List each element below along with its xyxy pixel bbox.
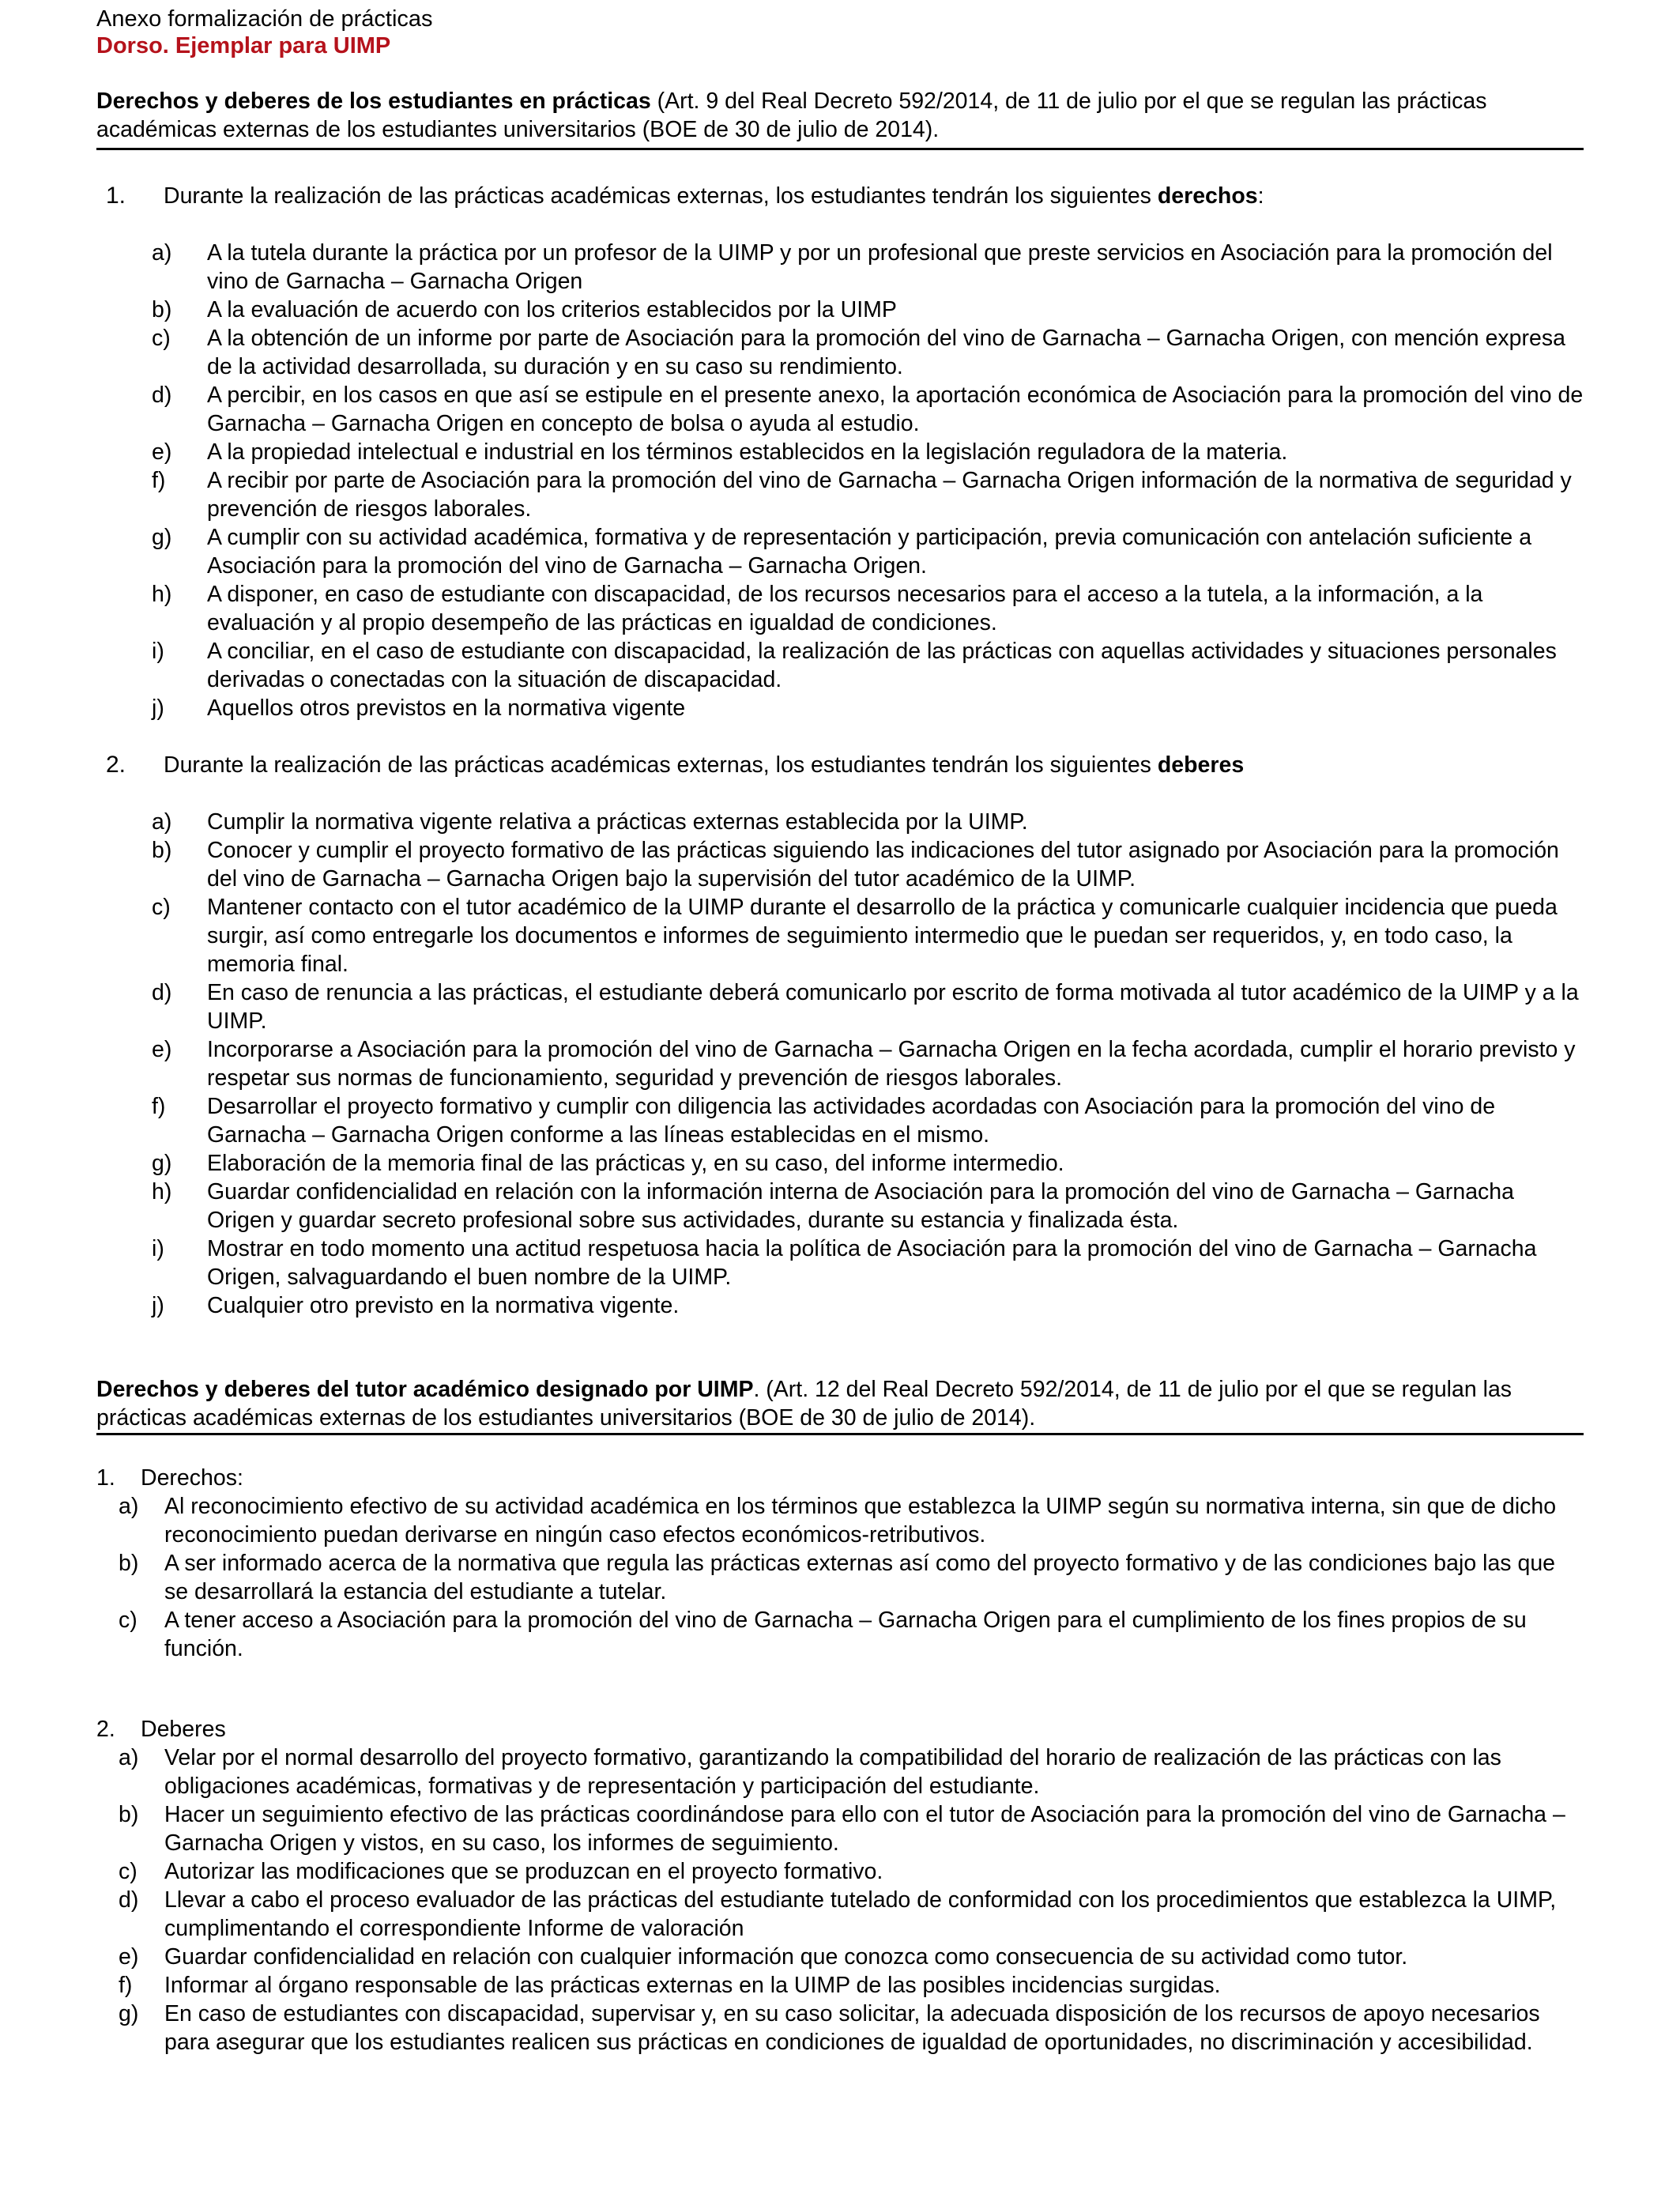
list-item bbox=[152, 1291, 1584, 1320]
list-item bbox=[152, 523, 1584, 580]
list-item bbox=[152, 893, 1584, 978]
item-letter: f) bbox=[119, 1973, 133, 1998]
item-letter: b) bbox=[152, 838, 172, 863]
item-text: A percibir, en los casos en que así se estipule en el presente anexo, la aportación económica de Asociación para la promoción del vino de Garnacha – Garnacha Origen en concepto de bolsa o ayuda al estudio. bbox=[207, 383, 1584, 436]
item-letter: i) bbox=[152, 639, 164, 664]
item-letter: g) bbox=[119, 2001, 139, 2026]
list-item bbox=[152, 1235, 1584, 1291]
item-text: Cumplir la normativa vigente relativa a prácticas externas establecida por la UIMP. bbox=[207, 809, 1028, 835]
item-text: A disponer, en caso de estudiante con discapacidad, de los recursos necesarios para el acceso a la tutela, a la información, a la evaluación y al propio desempeño de las prácticas en igualdad de condiciones. bbox=[207, 582, 1483, 635]
item-letter: c) bbox=[119, 1859, 137, 1884]
item-letter: c) bbox=[119, 1608, 137, 1633]
list-item bbox=[119, 1886, 1584, 1943]
list-number: 2. bbox=[106, 752, 126, 778]
item-text: Guardar confidencialidad en relación con la información interna de Asociación para la promoción del vino de Garnacha – Garnacha Origen y guardar secreto profesional sobre sus actividades, durante su estancia y finalizada ésta. bbox=[207, 1179, 1515, 1233]
annex-title: Anexo formalización de prácticas bbox=[96, 6, 433, 32]
list-item bbox=[152, 296, 1584, 324]
item-letter: a) bbox=[152, 240, 172, 266]
copy-label: Dorso. Ejemplar para UIMP bbox=[96, 33, 391, 58]
heading-end: : bbox=[1257, 183, 1264, 209]
item-letter: e) bbox=[152, 1037, 172, 1062]
list-item bbox=[152, 1035, 1584, 1092]
item-text: Hacer un seguimiento efectivo de las prácticas coordinándose para ello con el tutor de Asociación para la promoción del vino de Garnacha – Garnacha Origen y vistos, en su caso, los informes de seguimiento. bbox=[164, 1802, 1565, 1856]
item-text: A la tutela durante la práctica por un profesor de la UIMP y por un profesional que preste servicios en Asociación para la promoción del vino de Garnacha – Garnacha Origen bbox=[207, 240, 1553, 294]
heading-keyword: deberes bbox=[1157, 752, 1245, 778]
tutor-title-reference: . (Art. 12 del Real Decreto 592/2014, de 11 de julio por el que se regulan las prácticas académicas externas de los estudiantes universitarios (BOE de 30 de julio de 2014). bbox=[96, 1377, 1512, 1431]
item-text: En caso de renuncia a las prácticas, el estudiante deberá comunicarlo por escrito de forma motivada al tutor académico de la UIMP y a la UIMP. bbox=[207, 980, 1579, 1034]
list-item bbox=[152, 1178, 1584, 1235]
item-text: Guardar confidencialidad en relación con cualquier información que conozca como consecuencia de su actividad como tutor. bbox=[164, 1944, 1408, 1970]
list-item bbox=[119, 1606, 1584, 1663]
list-item bbox=[152, 324, 1584, 381]
list-item bbox=[119, 1549, 1584, 1606]
item-letter: g) bbox=[152, 1151, 172, 1176]
item-letter: c) bbox=[152, 326, 171, 351]
list-item bbox=[152, 694, 1584, 722]
item-text: Mostrar en todo momento una actitud respetuosa hacia la política de Asociación para la promoción del vino de Garnacha – Garnacha Origen, salvaguardando el buen nombre de la UIMP. bbox=[207, 1236, 1537, 1290]
list-item bbox=[119, 1943, 1584, 1971]
item-letter: e) bbox=[152, 439, 172, 465]
list-number: 2. bbox=[96, 1717, 115, 1742]
item-letter: d) bbox=[152, 383, 172, 408]
list-item bbox=[119, 1857, 1584, 1886]
list-item bbox=[152, 438, 1584, 466]
item-letter: c) bbox=[152, 895, 171, 920]
tutor-rights-list bbox=[119, 1492, 1584, 1663]
item-letter: h) bbox=[152, 1179, 172, 1204]
students-section-title bbox=[96, 87, 1584, 144]
section-divider bbox=[96, 148, 1584, 150]
list-item bbox=[152, 836, 1584, 893]
heading-intro: Durante la realización de las prácticas académicas externas, los estudiantes tendrán los siguientes bbox=[164, 183, 1158, 209]
item-text: Velar por el normal desarrollo del proyecto formativo, garantizando la compatibilidad del horario de realización de las prácticas con las obligaciones académicas, formativas y de representación y participación del estudiante. bbox=[164, 1745, 1501, 1799]
list-item bbox=[152, 637, 1584, 694]
item-text: Mantener contacto con el tutor académico de la UIMP durante el desarrollo de la práctica y comunicarle cualquier incidencia que pueda surgir, así como entregarle los documentos e informes de seguimiento intermedio que le puedan ser requeridos, y, en todo caso, la memoria final. bbox=[207, 895, 1558, 977]
heading-keyword: derechos bbox=[1157, 183, 1258, 209]
tutor-duties-list bbox=[119, 1744, 1584, 2056]
item-letter: d) bbox=[152, 980, 172, 1005]
item-letter: b) bbox=[119, 1551, 139, 1576]
item-text: Aquellos otros previstos en la normativa vigente bbox=[207, 696, 686, 721]
section-divider bbox=[96, 1433, 1584, 1435]
item-letter: f) bbox=[152, 468, 166, 493]
item-text: A ser informado acerca de la normativa que regula las prácticas externas así como del proyecto formativo y de las condiciones bajo las que se desarrollará la estancia del estudiante a tutelar. bbox=[164, 1551, 1556, 1604]
item-text: Elaboración de la memoria final de las prácticas y, en su caso, del informe intermedio. bbox=[207, 1151, 1064, 1176]
list-item bbox=[152, 239, 1584, 296]
list-item bbox=[152, 466, 1584, 523]
item-letter: h) bbox=[152, 582, 172, 607]
item-text: A tener acceso a Asociación para la promoción del vino de Garnacha – Garnacha Origen para el cumplimiento de los fines propios de su función. bbox=[164, 1608, 1527, 1661]
item-text: A recibir por parte de Asociación para la promoción del vino de Garnacha – Garnacha Origen información de la normativa de seguridad y prevención de riesgos laborales. bbox=[207, 468, 1572, 522]
list-item bbox=[119, 2000, 1584, 2056]
item-letter: j) bbox=[152, 696, 164, 721]
item-text: A la propiedad intelectual e industrial en los términos establecidos en la legislación reguladora de la materia. bbox=[207, 439, 1288, 465]
list-item bbox=[152, 580, 1584, 637]
list-number: 1. bbox=[106, 183, 126, 209]
item-letter: d) bbox=[119, 1887, 139, 1913]
item-letter: j) bbox=[152, 1293, 164, 1318]
item-letter: b) bbox=[152, 297, 172, 322]
item-text: Incorporarse a Asociación para la promoción del vino de Garnacha – Garnacha Origen en la fecha acordada, cumplir el horario previsto y respetar sus normas de funcionamiento, seguridad y prevención de riesgos laborales. bbox=[207, 1037, 1576, 1091]
item-text: A la evaluación de acuerdo con los criterios establecidos por la UIMP bbox=[207, 297, 897, 322]
item-letter: a) bbox=[119, 1494, 139, 1519]
item-text: Conocer y cumplir el proyecto formativo de las prácticas siguiendo las indicaciones del tutor asignado por Asociación para la promoción del vino de Garnacha – Garnacha Origen bajo la supervisión del tutor académico de la UIMP. bbox=[207, 838, 1559, 892]
list-item bbox=[119, 1800, 1584, 1857]
item-letter: f) bbox=[152, 1094, 166, 1119]
list-item bbox=[152, 808, 1584, 836]
tutor-title-bold: Derechos y deberes del tutor académico designado por UIMP bbox=[96, 1377, 754, 1402]
item-letter: b) bbox=[119, 1802, 139, 1827]
list-number: 1. bbox=[96, 1465, 115, 1491]
students-title-bold: Derechos y deberes de los estudiantes en prácticas bbox=[96, 89, 651, 114]
list-item bbox=[152, 1149, 1584, 1178]
item-text: Desarrollar el proyecto formativo y cumplir con diligencia las actividades acordadas con Asociación para la promoción del vino de Garnacha – Garnacha Origen conforme a las líneas establecidas en el mismo. bbox=[207, 1094, 1496, 1148]
item-text: A cumplir con su actividad académica, formativa y de representación y participación, previa comunicación con antelación suficiente a Asociación para la promoción del vino de Garnacha – Garnacha Origen. bbox=[207, 525, 1532, 579]
item-text: Informar al órgano responsable de las prácticas externas en la UIMP de las posibles incidencias surgidas. bbox=[164, 1973, 1221, 1998]
students-rights-list bbox=[152, 239, 1584, 722]
list-item bbox=[152, 1092, 1584, 1149]
tutor-section-title bbox=[96, 1375, 1584, 1432]
list-item bbox=[119, 1744, 1584, 1800]
item-letter: a) bbox=[119, 1745, 139, 1770]
list-item bbox=[152, 978, 1584, 1035]
item-text: A conciliar, en el caso de estudiante con discapacidad, la realización de las prácticas con aquellas actividades y situaciones personales derivadas o conectadas con la situación de discapacidad. bbox=[207, 639, 1557, 692]
students-title-reference: (Art. 9 del Real Decreto 592/2014, de 11 de julio por el que se regulan las prácticas académicas externas de los estudiantes universitarios (BOE de 30 de julio de 2014). bbox=[96, 89, 1487, 142]
heading-text: Derechos: bbox=[141, 1465, 243, 1491]
students-duties-list bbox=[152, 808, 1584, 1320]
item-text: A la obtención de un informe por parte de Asociación para la promoción del vino de Garnacha – Garnacha Origen, con mención expresa de la actividad desarrollada, su duración y en su caso su rendimiento. bbox=[207, 326, 1565, 379]
list-item bbox=[152, 381, 1584, 438]
list-item bbox=[119, 1492, 1584, 1549]
item-letter: g) bbox=[152, 525, 172, 550]
item-text: Al reconocimiento efectivo de su actividad académica en los términos que establezca la UIMP según su normativa interna, sin que de dicho reconocimiento puedan derivarse en ningún caso efectos económicos-retributivos. bbox=[164, 1494, 1557, 1547]
heading-intro: Durante la realización de las prácticas académicas externas, los estudiantes tendrán los siguientes bbox=[164, 752, 1158, 778]
item-letter: e) bbox=[119, 1944, 139, 1970]
list-item bbox=[119, 1971, 1584, 2000]
item-text: En caso de estudiantes con discapacidad, supervisar y, en su caso solicitar, la adecuada disposición de los recursos de apoyo necesarios para asegurar que los estudiantes realicen sus prácticas en condiciones de igualdad de oportunidades, no discriminación y accesibilidad. bbox=[164, 2001, 1540, 2055]
item-text: Autorizar las modificaciones que se produzcan en el proyecto formativo. bbox=[164, 1859, 883, 1884]
heading-text: Deberes bbox=[141, 1717, 226, 1742]
item-letter: a) bbox=[152, 809, 172, 835]
item-text: Llevar a cabo el proceso evaluador de las prácticas del estudiante tutelado de conformidad con los procedimientos que establezca la UIMP, cumplimentando el correspondiente Informe de valoración bbox=[164, 1887, 1557, 1941]
item-text: Cualquier otro previsto en la normativa vigente. bbox=[207, 1293, 680, 1318]
item-letter: i) bbox=[152, 1236, 164, 1261]
